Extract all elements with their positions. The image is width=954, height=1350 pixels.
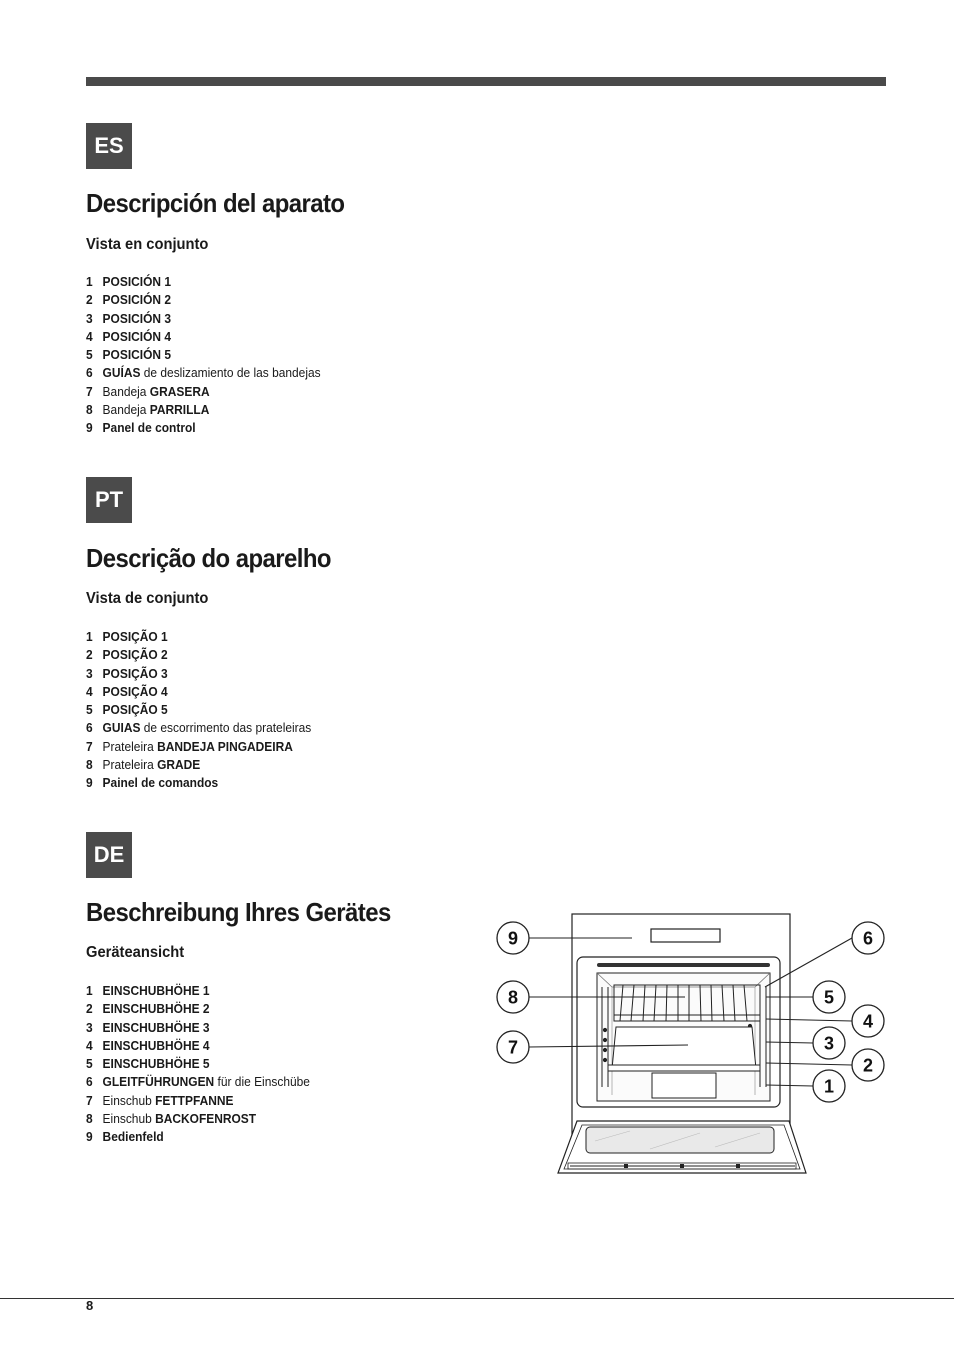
item-number: 4 (86, 683, 93, 699)
item-label-bold: POSICIÓN 4 (102, 328, 172, 344)
item-label-text: Prateleira (102, 757, 158, 773)
parts-list-item-es (86, 310, 321, 328)
top-rule (86, 77, 886, 86)
item-label-bold: Bedienfeld (102, 1129, 164, 1145)
item-number: 3 (86, 310, 93, 326)
parts-list-item-pt (86, 646, 311, 664)
item-label-bold: EINSCHUBHÖHE 2 (102, 1001, 210, 1017)
parts-list-item-de (86, 1073, 310, 1091)
parts-list-item-es (86, 364, 321, 382)
callout-2 (852, 1049, 884, 1081)
parts-list-item-pt (86, 719, 311, 737)
section-subtitle-de: Geräteansicht (86, 944, 185, 961)
item-number: 3 (86, 665, 93, 681)
item-number: 6 (86, 365, 93, 381)
parts-list-item-de (86, 982, 310, 1000)
parts-list-item-pt (86, 683, 311, 701)
svg-text:2: 2 (862, 1055, 874, 1076)
item-number: 5 (86, 347, 93, 363)
parts-list-item-pt (86, 665, 311, 683)
item-label-bold: GRASERA (149, 383, 210, 399)
item-label-bold: POSIÇÃO 5 (102, 702, 168, 718)
parts-list-item-de (86, 1092, 310, 1110)
item-label-bold: BANDEJA PINGADEIRA (157, 738, 293, 754)
item-number: 8 (86, 1111, 93, 1127)
svg-text:6: 6 (862, 928, 874, 949)
item-label-bold: POSIÇÃO 1 (102, 629, 168, 644)
item-label-bold: GUÍAS (102, 365, 141, 381)
cavity-top-element (597, 963, 770, 967)
parts-list-item-de (86, 1037, 310, 1055)
item-label-text: Einschub (102, 1092, 156, 1108)
item-number: 9 (86, 1129, 93, 1145)
item-label-bold: EINSCHUBHÖHE 5 (102, 1056, 210, 1072)
callout-3 (813, 1027, 845, 1059)
item-label-text: de deslizamiento de las bandejas (140, 365, 321, 381)
svg-text:3: 3 (823, 1033, 835, 1054)
parts-list-item-de (86, 1128, 310, 1146)
section-subtitle-pt: Vista de conjunto (86, 590, 209, 607)
item-number: 6 (86, 1074, 93, 1090)
item-number: 4 (86, 328, 93, 344)
parts-list-item-pt (86, 701, 311, 719)
page-number: 8 (86, 1298, 94, 1313)
section-subtitle-es: Vista en conjunto (86, 236, 209, 253)
item-label-bold: FETTPFANNE (155, 1092, 234, 1108)
svg-text:1: 1 (823, 1076, 835, 1097)
parts-list-item-pt (86, 756, 311, 774)
item-number: 6 (86, 720, 93, 736)
section-title-de: Beschreibung Ihres Gerätes (86, 897, 391, 927)
item-number: 8 (86, 402, 93, 418)
parts-list-item-es (86, 328, 321, 346)
item-number: 1 (86, 983, 93, 998)
item-label-text: Bandeja (102, 402, 150, 418)
item-label-text: Bandeja (102, 383, 150, 399)
parts-list-item-pt (86, 738, 311, 756)
item-label-bold: POSICIÓN 2 (102, 292, 172, 308)
item-label-bold: POSICIÓN 1 (102, 274, 172, 289)
item-number: 2 (86, 647, 93, 663)
item-label-bold: EINSCHUBHÖHE 4 (102, 1037, 210, 1053)
item-label-bold: BACKOFENROST (155, 1111, 257, 1127)
item-label-bold: GLEITFÜHRUNGEN (102, 1074, 215, 1090)
item-number: 1 (86, 629, 93, 644)
language-badge-es: ES (86, 123, 132, 169)
parts-list-item-de (86, 1055, 310, 1073)
svg-text:8: 8 (507, 987, 519, 1008)
callout-5 (813, 981, 845, 1013)
item-number: 1 (86, 274, 93, 289)
parts-list-item-de (86, 1110, 310, 1128)
item-label-bold: GUIAS (102, 720, 141, 736)
svg-text:4: 4 (862, 1011, 874, 1032)
item-number: 2 (86, 292, 93, 308)
callout-8 (497, 981, 529, 1013)
callout-6 (852, 922, 884, 954)
parts-list-es (86, 273, 341, 438)
oven-door (558, 1121, 806, 1173)
bottom-element (652, 1073, 716, 1098)
item-label-text: Prateleira (102, 738, 158, 754)
item-number: 9 (86, 775, 93, 791)
parts-list-item-es (86, 419, 321, 437)
bottom-rule (0, 1298, 954, 1299)
language-badge-pt: PT (86, 477, 132, 523)
svg-text:7: 7 (507, 1037, 519, 1058)
callout-4 (852, 1005, 884, 1037)
callout-7 (497, 1031, 529, 1063)
parts-list-item-es (86, 401, 321, 419)
callout-9 (497, 922, 529, 954)
parts-list-item-es (86, 346, 321, 364)
item-label-bold: POSIÇÃO 2 (102, 647, 168, 663)
item-label-bold: Panel de control (102, 420, 196, 436)
parts-list-de (86, 982, 329, 1147)
item-label-bold: PARRILLA (149, 402, 210, 418)
item-number: 5 (86, 1056, 93, 1072)
parts-list-item-de (86, 1000, 310, 1018)
item-label-bold: GRADE (157, 757, 201, 773)
door-glass (586, 1127, 774, 1153)
item-label-text: de escorrimento das prateleiras (140, 720, 312, 736)
item-label-bold: POSIÇÃO 4 (102, 683, 168, 699)
item-number: 3 (86, 1019, 93, 1035)
parts-list-item-de (86, 1019, 310, 1037)
callout-1 (813, 1070, 845, 1102)
item-number: 2 (86, 1001, 93, 1017)
item-number: 9 (86, 420, 93, 436)
svg-text:5: 5 (823, 987, 835, 1008)
item-label-text: Einschub (102, 1111, 156, 1127)
item-label-bold: Painel de comandos (102, 775, 219, 791)
item-number: 5 (86, 702, 93, 718)
item-label-bold: POSICIÓN 5 (102, 347, 172, 363)
item-number: 4 (86, 1037, 93, 1053)
oven-diagram (490, 905, 890, 1185)
parts-list-item-es (86, 383, 321, 401)
control-panel (651, 929, 720, 942)
oven-illustration (490, 905, 890, 1185)
parts-list-pt (86, 628, 331, 793)
parts-list-item-pt (86, 628, 311, 646)
language-badge-de: DE (86, 832, 132, 878)
drip-tray (608, 1027, 760, 1071)
item-number: 7 (86, 738, 93, 754)
item-label-bold: POSICIÓN 3 (102, 310, 172, 326)
svg-text:9: 9 (507, 928, 519, 949)
item-number: 7 (86, 383, 93, 399)
item-number: 8 (86, 757, 93, 773)
parts-list-item-pt (86, 774, 311, 792)
section-title-pt: Descrição do aparelho (86, 543, 331, 573)
section-title-es: Descripción del aparato (86, 188, 345, 218)
item-label-bold: POSIÇÃO 3 (102, 665, 168, 681)
item-label-text: für die Einschübe (214, 1074, 310, 1090)
parts-list-item-es (86, 291, 321, 309)
item-number: 7 (86, 1092, 93, 1108)
item-label-bold: EINSCHUBHÖHE 3 (102, 1019, 210, 1035)
item-label-bold: EINSCHUBHÖHE 1 (102, 983, 210, 998)
parts-list-item-es (86, 273, 321, 291)
